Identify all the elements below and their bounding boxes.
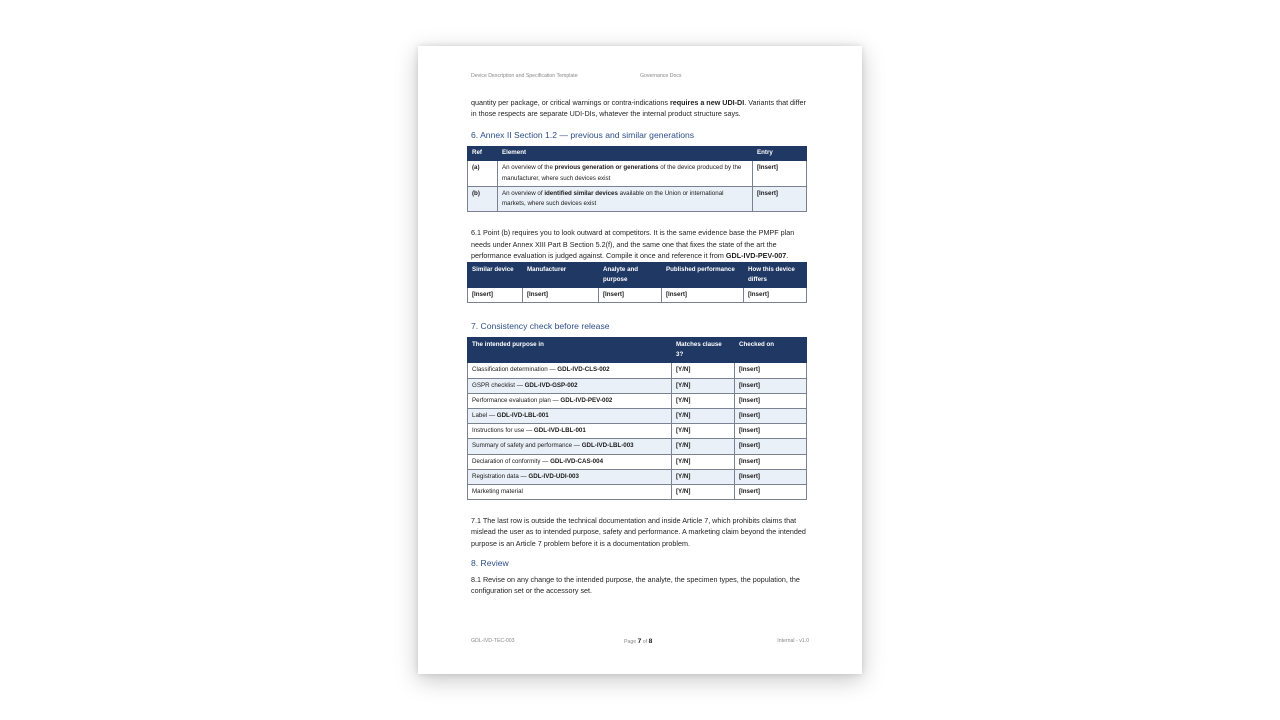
document-cell (468, 408, 672, 423)
similar-devices-table (467, 262, 807, 303)
insert-cell[interactable]: [Insert] (662, 288, 744, 303)
col-published-performance: Published performance (662, 263, 744, 288)
table-row (468, 424, 807, 439)
match-cell[interactable]: [Y/N] (672, 439, 735, 454)
document-code: GDL-IVD-GSP-002 (524, 381, 578, 389)
checked-cell[interactable]: [Insert] (735, 484, 807, 499)
element-text: available on the Union or international markets, where such devices exist (502, 189, 724, 207)
col-ref: Ref (468, 146, 498, 161)
col-checked-on: Checked on (735, 338, 807, 363)
entry-cell[interactable]: [Insert] (753, 161, 807, 186)
checked-cell[interactable]: [Insert] (735, 424, 807, 439)
checked-cell[interactable]: [Insert] (735, 439, 807, 454)
table-row (468, 161, 807, 186)
element-text: An overview of (502, 189, 545, 197)
entry-cell[interactable]: [Insert] (753, 186, 807, 211)
checked-cell[interactable]: [Insert] (735, 393, 807, 408)
page-number (624, 638, 652, 645)
document-code: GDL-IVD-LBL-001 (496, 411, 549, 419)
document-code: GDL-IVD-LBL-003 (581, 442, 634, 450)
current-page: 7 (637, 638, 642, 645)
element-bold: identified similar devices (544, 189, 618, 197)
table-row (468, 393, 807, 408)
intro-text-1: quantity per package, or critical warnings or contra-indications (471, 98, 670, 107)
section-8-heading: 8. Review (471, 558, 509, 569)
header-category: Governance Docs (640, 73, 682, 79)
match-cell[interactable]: [Y/N] (672, 484, 735, 499)
col-similar-device: Similar device (468, 263, 523, 288)
header-title: Device Description and Specification Template (471, 73, 578, 79)
table-row (468, 454, 807, 469)
col-manufacturer: Manufacturer (523, 263, 599, 288)
document-cell (468, 424, 672, 439)
checked-cell[interactable]: [Insert] (735, 408, 807, 423)
insert-cell[interactable]: [Insert] (599, 288, 662, 303)
element-cell (498, 161, 753, 186)
generations-table (467, 146, 807, 213)
table-row (468, 469, 807, 484)
intro-text-2: . Variants that differ in those respects are separate UDI-DIs, whatever the internal product structure says. (471, 98, 806, 119)
col-matches-clause: Matches clause 3? (672, 338, 735, 363)
document-cell (468, 439, 672, 454)
table-row (468, 378, 807, 393)
col-how-differs: How this device differs (744, 263, 807, 288)
insert-cell[interactable]: [Insert] (468, 288, 523, 303)
checked-cell[interactable]: [Insert] (735, 454, 807, 469)
document-code: GDL-IVD-CLS-002 (557, 366, 610, 374)
document-name: Performance evaluation plan — (472, 396, 561, 404)
element-text: An overview of the (502, 164, 555, 172)
insert-cell[interactable]: [Insert] (523, 288, 599, 303)
document-name: Registration data — (472, 472, 529, 480)
page-body (467, 97, 813, 597)
note-6-1-end: . (786, 250, 789, 260)
document-name: Summary of safety and performance — (472, 442, 582, 450)
ref-cell: (b) (468, 186, 498, 211)
col-intended-purpose: The intended purpose in (468, 338, 672, 363)
match-cell[interactable]: [Y/N] (672, 469, 735, 484)
intro-paragraph (471, 97, 809, 120)
total-pages: 8 (648, 638, 653, 645)
section-7-heading: 7. Consistency check before release (471, 321, 610, 332)
document-cell (468, 363, 672, 378)
table-row (468, 288, 807, 303)
document-cell (468, 378, 672, 393)
note-8-1: 8.1 Revise on any change to the intended purpose, the analyte, the specimen types, the population, the configuration set or the accessory set. (471, 575, 800, 596)
element-text: of the device produced by the manufacturer, where such devices exist (502, 164, 742, 182)
table-row (468, 363, 807, 378)
match-cell[interactable]: [Y/N] (672, 393, 735, 408)
document-code: GDL-IVD-PEV-002 (560, 396, 613, 404)
similar-devices-header (468, 263, 807, 288)
col-entry: Entry (753, 146, 807, 161)
page-label: Page (624, 639, 638, 645)
document-page (418, 46, 862, 674)
insert-cell[interactable]: [Insert] (744, 288, 807, 303)
col-analyte-purpose: Analyte and purpose (599, 263, 662, 288)
table-row (468, 408, 807, 423)
document-cell (468, 469, 672, 484)
consistency-table (467, 337, 807, 500)
match-cell[interactable]: [Y/N] (672, 454, 735, 469)
document-cell (468, 484, 672, 499)
of-label: of (641, 639, 649, 645)
document-cell (468, 454, 672, 469)
intro-bold: requires a new UDI-DI (669, 98, 745, 107)
match-cell[interactable]: [Y/N] (672, 363, 735, 378)
footer-doc-id: GDL-IVD-TEC-003 (471, 638, 515, 644)
ref-cell: (a) (468, 161, 498, 186)
match-cell[interactable]: [Y/N] (672, 424, 735, 439)
document-name: Instructions for use — (472, 427, 534, 435)
document-code: GDL-IVD-CAS-004 (550, 457, 604, 465)
document-name: Marketing material (472, 487, 523, 495)
element-cell (498, 186, 753, 211)
generations-table-header (468, 146, 807, 161)
document-name: Classification determination — (472, 366, 558, 374)
document-name: Label — (472, 411, 497, 419)
checked-cell[interactable]: [Insert] (735, 378, 807, 393)
table-row (468, 439, 807, 454)
section-6-heading: 6. Annex II Section 1.2 — previous and similar generations (471, 129, 695, 140)
match-cell[interactable]: [Y/N] (672, 408, 735, 423)
note-7-1: 7.1 The last row is outside the technical documentation and inside Article 7, which prohibits claims that mislead the user as to intended purpose, safety and performance. A marketing claim beyond the intended purpose is an Article 7 problem before it is a documentation problem. (471, 516, 806, 548)
table-row (468, 186, 807, 211)
match-cell[interactable]: [Y/N] (672, 378, 735, 393)
document-cell (468, 393, 672, 408)
table-row (468, 484, 807, 499)
element-bold: previous generation or generations (554, 164, 659, 172)
col-element: Element (498, 146, 753, 161)
document-code: GDL-IVD-UDI-003 (528, 472, 579, 480)
checked-cell[interactable]: [Insert] (735, 469, 807, 484)
note-6-1-text: 6.1 Point (b) requires you to look outward at competitors. It is the same evidence base the PMPF plan needs under Annex XIII Part B Section 5.2(f), and the same one that fixes the state of the art the performance evaluation is judged against. Compile it once and reference it from (471, 228, 795, 260)
footer-version: Internal - v1.0 (777, 638, 809, 644)
consistency-table-header (468, 338, 807, 363)
note-6-1 (471, 227, 809, 261)
document-name: Declaration of conformity — (472, 457, 551, 465)
document-code: GDL-IVD-LBL-001 (533, 427, 586, 435)
document-name: GSPR checklist — (472, 381, 525, 389)
note-6-1-reference: GDL-IVD-PEV-007 (725, 250, 787, 260)
checked-cell[interactable]: [Insert] (735, 363, 807, 378)
